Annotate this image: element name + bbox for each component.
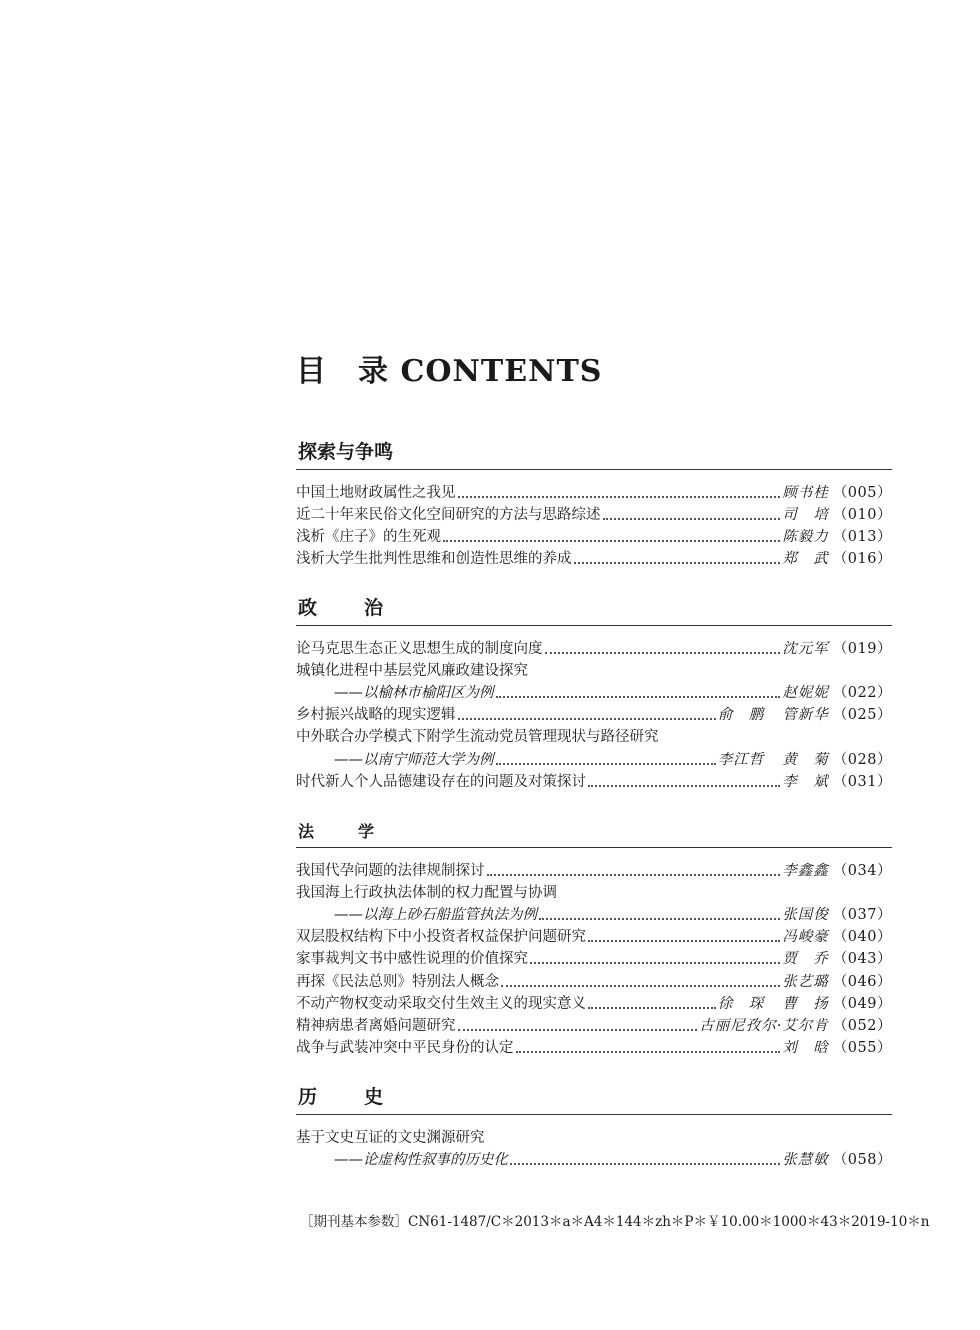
toc-entry [296, 636, 892, 658]
entry-author [782, 1148, 829, 1169]
section-divider [296, 625, 892, 626]
toc-entry [296, 969, 892, 991]
author-name: 郑 武 [782, 551, 829, 568]
entry-author [699, 1014, 829, 1035]
section-heading: 历 史 [298, 1086, 398, 1108]
author-name: 陈毅力 [782, 528, 829, 545]
page-number: （046） [832, 973, 892, 990]
page-title: 目 录 CONTENTS [296, 354, 603, 389]
toc-entry [296, 858, 892, 880]
entry-author [782, 525, 829, 546]
author-name: 管新华 [782, 707, 829, 724]
toc-entry [296, 1036, 892, 1058]
dot-leader [588, 1006, 716, 1009]
entry-title: 论马克思生态正义思想生成的制度向度 [296, 640, 543, 657]
section-explore [296, 436, 892, 569]
toc-entry [296, 769, 892, 791]
section-divider [296, 847, 892, 848]
dot-leader [539, 917, 780, 920]
dot-leader [443, 539, 780, 542]
dot-leader [458, 495, 781, 498]
dot-leader [588, 939, 780, 942]
entry-author [782, 925, 829, 946]
dot-leader [458, 717, 716, 720]
entry-title: 城镇化进程中基层党风廉政建设探究 [296, 662, 528, 679]
dot-leader [574, 561, 781, 564]
section-heading: 探索与争鸣 [298, 441, 394, 463]
entry-title: 战争与武装冲突中平民身份的认定 [296, 1040, 514, 1057]
author-name: 沈元军 [782, 640, 829, 657]
dot-leader [510, 1162, 780, 1165]
page-number: （019） [832, 640, 892, 657]
entry-author [782, 859, 829, 880]
dot-leader [487, 873, 781, 876]
entry-title: 家事裁判文书中感性说理的价值探究 [296, 951, 528, 968]
entry-title: 浅析《庄子》的生死观 [296, 528, 441, 545]
entry-title: 再探《民法总则》特别法人概念 [296, 973, 499, 990]
entry-author [718, 703, 829, 724]
entry-title: 双层股权结构下中小投资者权益保护问题研究 [296, 929, 586, 946]
page-number: （052） [832, 1017, 892, 1034]
entry-list [296, 470, 892, 569]
author-name: 张慧敏 [782, 1151, 829, 1168]
page-number: （028） [832, 751, 892, 768]
section-heading: 政 治 [298, 597, 398, 619]
toc-entry [296, 480, 892, 502]
dot-leader [496, 762, 716, 765]
author-name: 贾 乔 [782, 951, 829, 968]
section-divider [296, 469, 892, 470]
page-number: （055） [832, 1040, 892, 1057]
page-number: （016） [832, 551, 892, 568]
entry-list [296, 626, 892, 791]
page-number: （058） [832, 1151, 892, 1168]
author-name: 赵妮妮 [782, 684, 829, 701]
dot-leader [458, 1028, 698, 1031]
page-number: （037） [832, 906, 892, 923]
entry-author [782, 481, 829, 502]
section-header [296, 814, 892, 848]
entry-title: 我国海上行政执法体制的权力配置与协调 [296, 884, 557, 901]
entry-author [782, 637, 829, 658]
toc-entry [296, 658, 892, 680]
dot-leader [603, 517, 781, 520]
section-header [296, 436, 892, 470]
entry-title: 近二十年来民俗文化空间研究的方法与思路综述 [296, 506, 601, 523]
author-name: 张艺璐 [782, 973, 829, 990]
page-number: （049） [832, 995, 892, 1012]
section-divider [296, 1114, 892, 1115]
author-name: 顾书桂 [782, 484, 829, 501]
page-number: （031） [832, 773, 892, 790]
author-name: 司 培 [782, 506, 829, 523]
toc-entry [296, 991, 892, 1013]
page-number: （025） [832, 707, 892, 724]
section-politics [296, 592, 892, 791]
entry-author [718, 992, 829, 1013]
entry-author [782, 681, 829, 702]
dot-leader [501, 984, 780, 987]
entry-title: 精神病患者离婚问题研究 [296, 1017, 456, 1034]
section-heading: 法 学 [298, 822, 389, 841]
author-name: 徐 琛 [717, 995, 765, 1012]
author-name: 李 斌 [782, 773, 829, 790]
toc-entry [296, 725, 892, 747]
entry-list [296, 848, 892, 1058]
dot-leader [530, 961, 780, 964]
page-number: （040） [832, 929, 892, 946]
toc-subtitle-row [296, 747, 892, 769]
entry-author [718, 748, 829, 769]
author-name: 俞 鹏 [717, 707, 765, 724]
toc-entry [296, 524, 892, 546]
toc-subtitle-row [296, 1147, 892, 1169]
toc-entry [296, 502, 892, 524]
toc-entry [296, 925, 892, 947]
entry-title: 基于文史互证的文史渊源研究 [296, 1129, 485, 1146]
entry-list [296, 1115, 892, 1169]
page-number: （034） [832, 862, 892, 879]
entry-title: 不动产物权变动采取交付生效主义的现实意义 [296, 995, 586, 1012]
author-name: 张国俊 [782, 906, 829, 923]
dot-leader [545, 651, 781, 654]
author-name: 刘 晗 [782, 1040, 829, 1057]
page-number: （013） [832, 528, 892, 545]
entry-title: ——以海上砂石船监管执法为例 [334, 906, 537, 923]
entry-title: 乡村振兴战略的现实逻辑 [296, 707, 456, 724]
section-law [296, 814, 892, 1058]
toc-entry [296, 947, 892, 969]
dot-leader [588, 784, 780, 787]
author-name: 冯峻豪 [782, 929, 829, 946]
journal-parameters: ［期刊基本参数］CN61-1487/C＊2013＊a＊A4＊144＊zh＊P＊￥10.00＊1000＊43＊2019-10＊n [300, 1214, 930, 1230]
entry-title: ——以南宁师范大学为例 [334, 751, 494, 768]
author-name: 黄 菊 [782, 751, 829, 768]
page-number: （022） [832, 684, 892, 701]
page-number: （010） [832, 506, 892, 523]
page-number: （005） [832, 484, 892, 501]
entry-author [782, 903, 829, 924]
entry-title: 中国土地财政属性之我见 [296, 484, 456, 501]
entry-title: 中外联合办学模式下附学生流动党员管理现状与路径研究 [296, 729, 659, 746]
entry-title: 我国代孕问题的法律规制探讨 [296, 862, 485, 879]
author-name: 李鑫鑫 [782, 862, 829, 879]
entry-author [782, 770, 829, 791]
dot-leader [496, 695, 781, 698]
entry-title: ——论虚构性叙事的历史化 [334, 1151, 508, 1168]
entry-author [782, 547, 829, 568]
author-name: 曹 扬 [782, 995, 829, 1012]
toc-entry [296, 547, 892, 569]
entry-title: ——以榆林市榆阳区为例 [334, 684, 494, 701]
author-name: 李江哲 [717, 751, 765, 768]
entry-author [782, 970, 829, 991]
section-header [296, 1081, 892, 1115]
entry-title: 浅析大学生批判性思维和创造性思维的养成 [296, 551, 572, 568]
author-name: 古丽尼孜尔·艾尔肯 [699, 1017, 829, 1034]
toc-entry [296, 1013, 892, 1035]
entry-author [782, 1036, 829, 1057]
toc-subtitle-row [296, 680, 892, 702]
toc-entry [296, 703, 892, 725]
toc-subtitle-row [296, 902, 892, 924]
dot-leader [516, 1050, 781, 1053]
section-header [296, 592, 892, 626]
section-history [296, 1081, 892, 1169]
entry-author [782, 503, 829, 524]
toc-entry [296, 1125, 892, 1147]
page-number: （043） [832, 951, 892, 968]
entry-title: 时代新人个人品德建设存在的问题及对策探讨 [296, 773, 586, 790]
entry-author [782, 947, 829, 968]
toc-entry [296, 880, 892, 902]
